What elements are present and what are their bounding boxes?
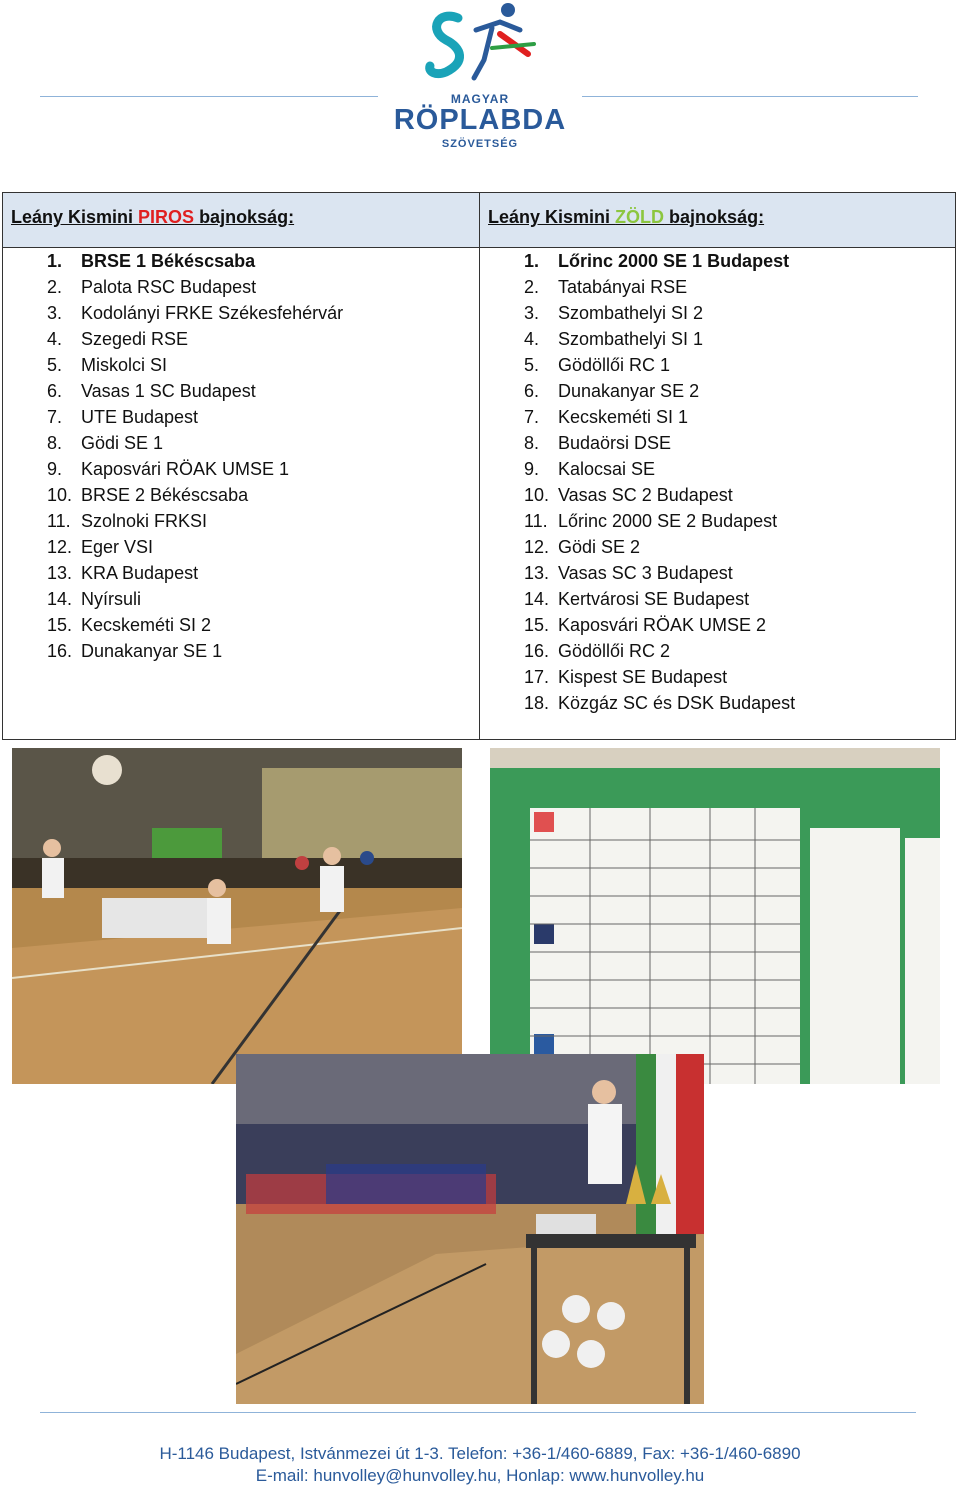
- piros-title: Leány Kismini PIROS bajnokság:: [11, 207, 295, 227]
- list-item: 12. Eger VSI: [47, 537, 154, 557]
- photo-results-board: [490, 748, 940, 1084]
- list-item: 13. Vasas SC 3 Budapest: [524, 563, 733, 583]
- list-item: 17. Kispest SE Budapest: [524, 667, 728, 687]
- list-item: 6. Vasas 1 SC Budapest: [47, 381, 256, 401]
- piros-color-word: PIROS: [138, 207, 195, 227]
- footer-contact: E-mail: hunvolley@hunvolley.hu, Honlap: www.hunvolley.hu: [255, 1466, 705, 1485]
- piros-ranking-list: [47, 248, 343, 664]
- list-item: 10. BRSE 2 Békéscsaba: [47, 485, 249, 505]
- logo-text-magyar: MAGYAR: [450, 92, 510, 106]
- list-item: 1. BRSE 1 Békéscsaba: [47, 251, 256, 271]
- list-item: 2. Palota RSC Budapest: [47, 277, 257, 297]
- logo-text-roplabda: RÖPLABDA: [393, 104, 567, 136]
- list-item: 11. Szolnoki FRKSI: [47, 511, 208, 531]
- header-rule-left: [40, 96, 378, 97]
- list-item: 5. Gödöllői RC 1: [524, 355, 671, 375]
- list-item: 2. Tatabányai RSE: [524, 277, 688, 297]
- zold-color-word: ZÖLD: [615, 207, 665, 227]
- logo-text-szovetseg: SZÖVETSÉG: [441, 138, 519, 150]
- championship-table: [2, 192, 956, 740]
- footer-rule: [40, 1412, 916, 1413]
- list-item: 3. Szombathelyi SI 2: [524, 303, 704, 323]
- list-item: 7. Kecskeméti SI 1: [524, 407, 689, 427]
- list-item: 8. Budaörsi DSE: [524, 433, 672, 453]
- list-item: 8. Gödi SE 1: [47, 433, 164, 453]
- list-item: 3. Kodolányi FRKE Székesfehérvár: [47, 303, 344, 323]
- list-item: 15. Kaposvári RÖAK UMSE 2: [524, 615, 767, 635]
- photo-volleyball-match: [12, 748, 462, 1084]
- list-item: 9. Kaposvári RÖAK UMSE 1: [47, 459, 290, 479]
- list-item: 4. Szombathelyi SI 1: [524, 329, 704, 349]
- list-item: 4. Szegedi RSE: [47, 329, 189, 349]
- federation-logo: [388, 0, 572, 160]
- list-item: 11. Lőrinc 2000 SE 2 Budapest: [524, 511, 778, 531]
- list-item: 9. Kalocsai SE: [524, 459, 656, 479]
- list-item: 1. Lőrinc 2000 SE 1 Budapest: [524, 251, 790, 271]
- list-item: 14. Kertvárosi SE Budapest: [524, 589, 750, 609]
- column-divider: [479, 193, 480, 739]
- list-item: 15. Kecskeméti SI 2: [47, 615, 212, 635]
- header-rule-right: [582, 96, 918, 97]
- list-item: 5. Miskolci SI: [47, 355, 168, 375]
- logo-figure-icon: [388, 0, 572, 92]
- list-item: 12. Gödi SE 2: [524, 537, 641, 557]
- list-item: 18. Közgáz SC és DSK Budapest: [524, 693, 796, 713]
- list-item: 7. UTE Budapest: [47, 407, 199, 427]
- list-item: 14. Nyírsuli: [47, 589, 142, 609]
- list-item: 16. Dunakanyar SE 1: [47, 641, 223, 661]
- list-item: 16. Gödöllői RC 2: [524, 641, 671, 661]
- footer-address: H-1146 Budapest, Istvánmezei út 1-3. Telefon: +36-1/460-6889, Fax: +36-1/460-6890: [159, 1444, 801, 1463]
- list-item: 10. Vasas SC 2 Budapest: [524, 485, 733, 505]
- list-item: 13. KRA Budapest: [47, 563, 199, 583]
- zold-ranking-list: [524, 248, 795, 716]
- zold-title: Leány Kismini ZÖLD bajnokság:: [488, 207, 765, 227]
- list-item: 6. Dunakanyar SE 2: [524, 381, 700, 401]
- photo-award-ceremony: [236, 1054, 704, 1404]
